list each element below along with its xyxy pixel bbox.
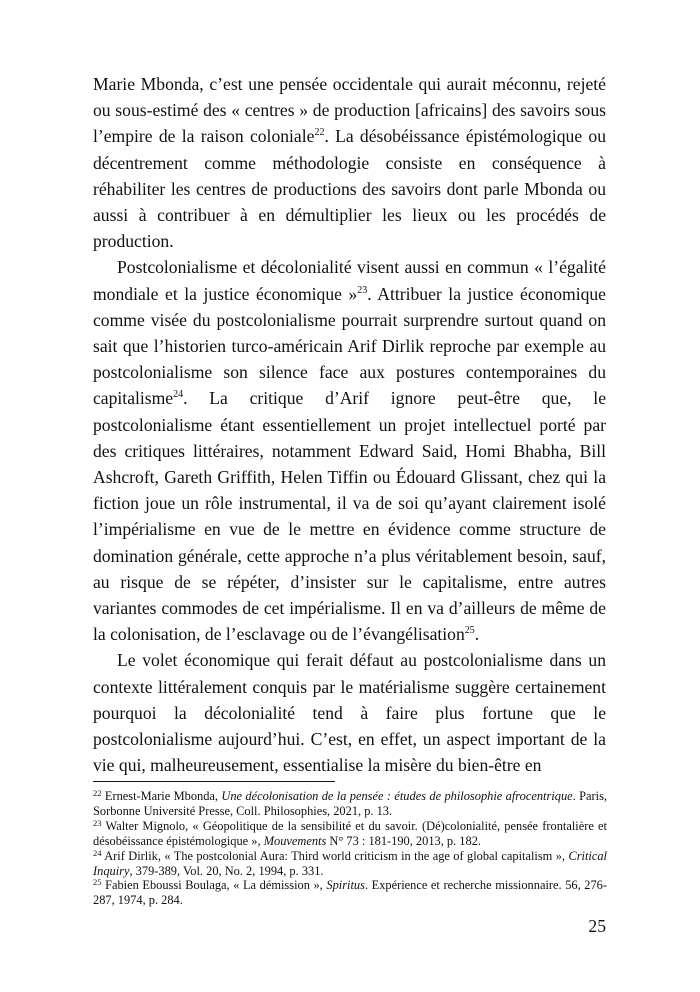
footnote-number: 24: [93, 847, 102, 858]
text-run: Arif Dirlik, « The postcolonial Aura: Third world criticism in the age of global capitalism »,: [101, 848, 569, 863]
footnotes: [93, 789, 607, 908]
text-run: . Attribuer la justice économique comme visée du postcolonialisme pourrait surprendre surtout quand on sait que l’historien turco-américain Arif Dirlik reproche par exemple au postcolonialisme son silence face aux postures contemporaines du capitalisme: [93, 283, 606, 409]
page-number: 25: [588, 916, 606, 936]
text-run: .: [474, 624, 480, 645]
text-run: , 379-389, Vol. 20, No. 2, 1994, p. 331.: [129, 863, 324, 878]
text-run: N° 73 : 181-190, 2013, p. 182.: [326, 833, 481, 848]
body-paragraph: [93, 71, 606, 254]
work-title: Critical Inquiry: [93, 848, 607, 878]
page-body: [93, 71, 606, 778]
footnote-ref: 23: [357, 284, 368, 296]
text-run: Ernest-Marie Mbonda,: [101, 789, 222, 803]
text-run: Walter Mignolo, « Géopolitique de la sensibilité et du savoir. (Dé)colonialité, pensée frontalière et désobéissance épistémologique »,: [93, 818, 607, 848]
footnote-ref: 25: [464, 625, 475, 637]
body-paragraph: [93, 254, 606, 647]
footnote-24: [93, 849, 607, 879]
footnote-separator: [93, 781, 335, 782]
text-run: . Expérience et recherche missionnaire. 56, 276-287, 1974, p. 284.: [93, 878, 607, 908]
text-run: Le volet économique qui ferait défaut au postcolonialisme dans un contexte littéralement conquis par le matérialisme suggère certainement pourquoi la décolonialité tend à faire plus fortune que le postcolonialisme aujourd’hui. C’est, en effet, un aspect important de la vie qui, malheureusement, essentialise la misère du bien-être en: [93, 650, 606, 776]
footnote-ref: 24: [173, 389, 184, 401]
body-paragraph: [93, 647, 606, 778]
text-run: . La désobéissance épistémologique ou décentrement comme méthodologie consiste en conséquence à réhabiliter les centres de productions des savoirs dont parle Mbonda ou aussi à contribuer à en démultiplier les lieux ou les procédés de production.: [93, 126, 606, 252]
text-run: . La critique d’Arif ignore peut-être que, le postcolonialisme étant essentiellement un projet intellectuel porté par des critiques littéraires, notamment Edward Said, Homi Bhabha, Bill Ashcroft, Gareth Griffith, Helen Tiffin ou Édouard Glissant, chez qui la fiction joue un rôle instrumental, il va de soi qu’ayant clairement isolé l’impérialisme en vue de le mettre en évidence comme structure de domination générale, cette approche n’a plus véritablement besoin, sauf, au risque de se répéter, d’insister sur le capitalisme, entre autres variantes commodes de cet impérialisme. Il en va d’ailleurs de même de la colonisation, de l’esclavage ou de l’évangélisation: [93, 388, 606, 645]
footnote-number: 23: [93, 817, 102, 828]
text-run: Fabien Eboussi Boulaga, « La démission »,: [101, 878, 327, 893]
text-run: . Paris, Sorbonne Université Presse, Coll. Philosophies, 2021, p. 13.: [93, 789, 607, 818]
footnote-number: 25: [93, 877, 102, 888]
text-run: Postcolonialisme et décolonialité visent aussi en commun « l’égalité mondiale et la justice économique »: [93, 257, 606, 304]
work-title: Spiritus: [326, 878, 365, 893]
footnote-number: 22: [93, 788, 102, 798]
footnote-22: [93, 789, 607, 819]
footnote-25: [93, 878, 607, 908]
work-title: Mouvements: [263, 833, 327, 848]
footnote-23: [93, 819, 607, 849]
text-run: Marie Mbonda, c’est une pensée occidentale qui aurait méconnu, rejeté ou sous-estimé des « centres » de production [africains] des savoirs sous l’empire de la raison coloniale: [93, 74, 606, 147]
footnote-ref: 22: [314, 127, 325, 139]
work-title: Une décolonisation de la pensée : études de philosophie afrocentrique: [221, 789, 573, 803]
